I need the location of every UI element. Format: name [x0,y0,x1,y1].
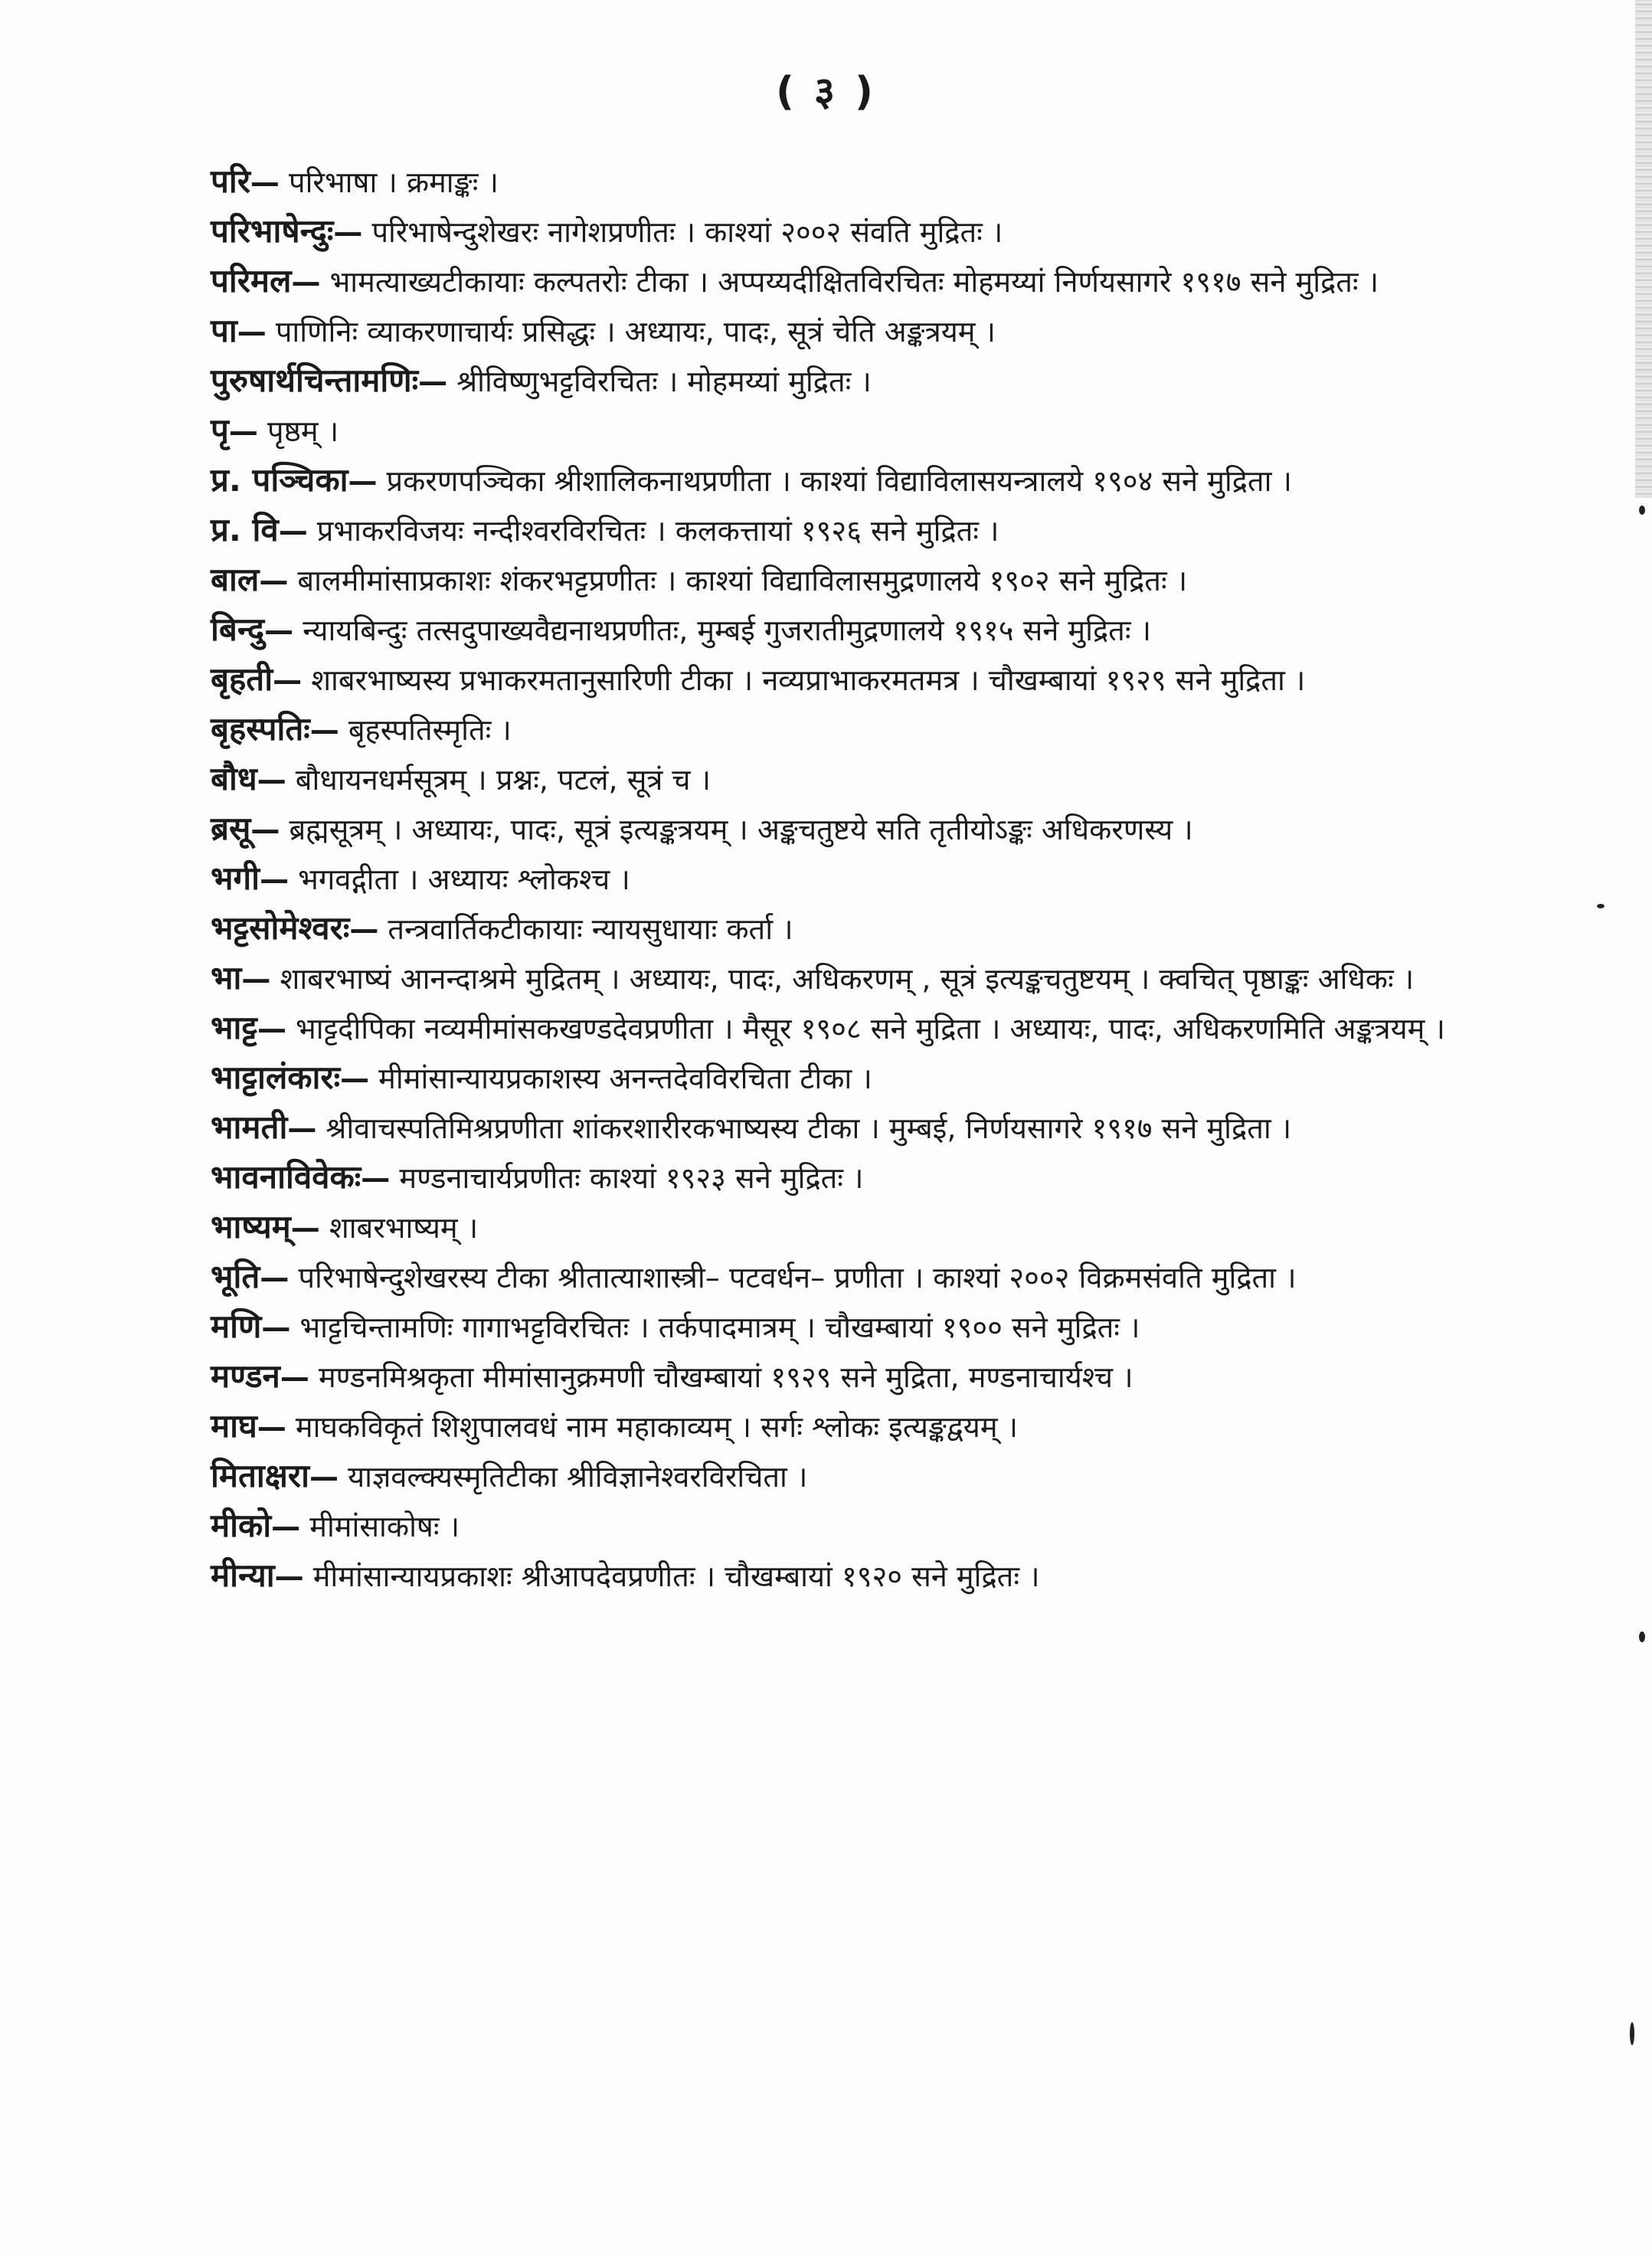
entry-abbreviation: पा [211,312,237,349]
entry-description: मीमांसान्यायप्रकाशः श्रीआपदेवप्रणीतः । चौखम्बायां १९२० सने मुद्रितः । [303,1560,1040,1593]
list-item [115,356,1474,406]
entry-dash: — [257,1012,286,1046]
entry-dash: — [348,464,378,498]
list-item [115,605,1474,655]
abbreviation-list [115,157,1474,1601]
entry-abbreviation: पृ [211,411,229,449]
entry-dash: — [264,614,294,647]
entry-dash: — [340,1062,370,1095]
entry-dash: — [257,1410,286,1444]
list-item [115,257,1474,306]
entry-description: प्रभाकरविजयः नन्दीश्वरविरचितः । कलकत्तायां १९२६ सने मुद्रितः । [307,514,999,548]
entry-description: श्रीविष्णुभट्टविरचितः । मोहमय्यां मुद्रितः । [447,365,872,398]
entry-abbreviation: ब्रसू [211,810,251,847]
scan-speck [1597,904,1605,908]
list-item [115,1551,1474,1601]
entry-abbreviation: माघ [211,1407,257,1445]
entry-abbreviation: बृहती [211,660,273,698]
entry-abbreviation: भाष्यम् [211,1208,291,1245]
entry-dash: — [257,763,286,797]
entry-dash: — [250,813,280,846]
entry-abbreviation: मणि [211,1308,262,1345]
entry-dash: — [273,663,303,697]
entry-dash: — [280,1360,309,1394]
entry-description: परिभाषेन्दुशेखरस्य टीका श्रीतात्याशास्त्री– पटवर्धन– प्रणीता । काश्यां २००२ विक्रमसंवति मुद्रिता । [289,1261,1297,1294]
entry-dash: — [418,365,448,398]
entry-description: पृष्ठम् । [257,414,339,448]
entry-description: भाट्टदीपिका नव्यमीमांसकखण्डदेवप्रणीता । मैसूर १९०८ सने मुद्रिता । अध्यायः, पादः, अधिकरणमिति अङ्कत्रयम् । [286,1012,1445,1046]
entry-abbreviation: भामती [211,1108,288,1146]
list-item [115,157,1474,207]
entry-description: प्रकरणपञ्चिका श्रीशालिकनाथप्रणीता । काश्यां विद्याविलासयन्त्रालये १९०४ सने मुद्रिता । [377,464,1292,498]
list-item [115,1153,1474,1203]
list-item [115,406,1474,456]
list-item [115,1203,1474,1252]
entry-description: परिभाषेन्दुशेखरः नागेशप्रणीतः । काश्यां २००२ संवति मुद्रितः । [362,215,1003,249]
entry-dash: — [271,1510,301,1543]
entry-description: शाबरभाष्यं आनन्दाश्रमे मुद्रितम् । अध्यायः, पादः, अधिकरणम् , सूत्रं इत्यङ्कचतुष्टयम् । क्वचित् पृष्ठाङ्कः अधिकः । [270,962,1415,996]
entry-abbreviation: बृहस्पतिः [211,710,310,748]
entry-dash: — [228,414,258,448]
scan-speck [1630,2022,1634,2045]
entry-abbreviation: पुरुषार्थचिन्तामणिः [211,362,419,399]
entry-dash: — [361,1161,391,1195]
entry-description: बृहस्पतिस्मृतिः । [339,713,512,747]
entry-abbreviation: बौध [211,760,257,797]
entry-description: मीमांसान्यायप्रकाशस्य अनन्तदेवविरचिता टीका । [369,1062,872,1095]
entry-description: शाबरभाष्यस्य प्रभाकरमतानुसारिणी टीका । नव्यप्राभाकरमतमत्र । चौखम्बायां १९२९ सने मुद्रिता । [302,663,1306,697]
list-item [115,506,1474,555]
entry-description: शाबरभाष्यम् । [319,1211,479,1245]
entry-dash: — [260,862,290,896]
entry-description: परिभाषा । क्रमाङ्कः । [279,165,499,199]
entry-abbreviation: भगी [211,859,260,897]
entry-dash: — [274,1560,304,1593]
list-item [115,1352,1474,1402]
entry-abbreviation: भावनाविवेकः [211,1158,361,1196]
entry-dash: — [278,514,308,548]
entry-dash: — [259,564,289,597]
entry-description: ब्रह्मसूत्रम् । अध्यायः, पादः, सूत्रं इत्यङ्कत्रयम् । अङ्कचतुष्टये सति तृतीयोऽङ्कः अधिकरणस्य । [280,813,1193,846]
entry-description: मीमांसाकोषः । [300,1510,460,1543]
entry-abbreviation: मण्डन [211,1357,280,1395]
entry-abbreviation: परि [211,162,250,200]
entry-description: भगवद्गीता । अध्यायः श्लोकश्च । [289,862,630,896]
entry-abbreviation: मीन्या [211,1556,275,1594]
entry-description: मण्डनमिश्रकृता मीमांसानुक्रमणी चौखम्बायां १९२९ सने मुद्रिता, मण्डनाचार्यश्च । [309,1360,1134,1394]
scan-speck [1639,506,1645,515]
entry-abbreviation: परिमल [211,262,292,299]
list-item [115,804,1474,854]
list-item [115,1452,1474,1501]
list-item [115,1003,1474,1053]
entry-dash: — [290,1211,320,1245]
entry-abbreviation: प्र. वि [211,511,279,548]
entry-abbreviation: भट्टसोमेश्वरः [211,909,350,947]
entry-abbreviation: भा [211,959,242,997]
entry-dash: — [261,1311,291,1344]
entry-abbreviation: भाट्ट [211,1009,257,1046]
entry-description: तन्त्रवार्तिकटीकायाः न्यायसुधायाः कर्ता । [378,912,793,946]
entry-abbreviation: प्र. पञ्चिका [211,461,348,499]
list-item [115,705,1474,754]
entry-description: श्रीवाचस्पतिमिश्रप्रणीता शांकरशारीरकभाष्यस्य टीका । मुम्बई, निर्णयसागरे १९१७ सने मुद्रिता । [316,1111,1292,1145]
entry-dash: — [287,1111,317,1145]
list-item [115,904,1474,954]
entry-description: मण्डनाचार्यप्रणीतः काश्यां १९२३ सने मुद्रितः । [390,1161,864,1195]
entry-description: माघकविकृतं शिशुपालवधं नाम महाकाव्यम् । सर्गः श्लोकः इत्यङ्कद्वयम् । [286,1410,1019,1444]
entry-description: भामत्याख्यटीकायाः कल्पतरोः टीका । अप्पय्यदीक्षितविरचितः मोहमय्यां निर्णयसागरे १९१७ सने मुद्रितः । [320,265,1379,299]
entry-dash: — [250,165,280,199]
list-item [115,1501,1474,1551]
entry-description: याज्ञवल्क्यस्मृतिटीका श्रीविज्ञानेश्वरविरचिता । [338,1460,808,1494]
entry-description: पाणिनिः व्याकरणाचार्यः प्रसिद्धः । अध्यायः, पादः, सूत्रं चेति अङ्कत्रयम् । [266,315,996,349]
entry-abbreviation: बाल [211,561,260,598]
entry-description: न्यायबिन्दुः तत्सदुपाख्यवैद्यनाथप्रणीतः, मुम्बई गुजरातीमुद्रणालये १९१५ सने मुद्रितः । [293,614,1151,647]
entry-dash: — [309,713,339,747]
page-number: ( ३ ) [776,69,876,115]
entry-dash: — [237,315,267,349]
list-item [115,655,1474,705]
entry-description: बालमीमांसाप्रकाशः शंकरभट्टप्रणीतः । काश्यां विद्याविलासमुद्रणालये १९०२ सने मुद्रितः । [288,564,1188,597]
list-item [115,854,1474,904]
entry-abbreviation: मीको [211,1507,272,1544]
list-item [115,555,1474,605]
entry-dash: — [309,1460,339,1494]
entry-abbreviation: भूति [211,1258,260,1295]
list-item [115,1302,1474,1352]
entry-abbreviation: परिभाषेन्दुः [211,212,334,250]
list-item [115,1252,1474,1302]
list-item [115,754,1474,804]
entry-dash: — [291,265,321,299]
entry-abbreviation: मिताक्षरा [211,1457,309,1494]
list-item [115,954,1474,1003]
entry-abbreviation: भाट्टालंकारः [211,1059,341,1096]
list-item [115,1402,1474,1452]
list-item [115,207,1474,257]
list-item [115,456,1474,506]
entry-description: भाट्टचिन्तामणिः गागाभट्टविरचितः । तर्कपादमात्रम् । चौखम्बायां १९०० सने मुद्रितः । [290,1311,1140,1344]
entry-description: बौधायनधर्मसूत्रम् । प्रश्नः, पटलं, सूत्रं च । [286,763,712,797]
list-item [115,1103,1474,1153]
entry-dash: — [333,215,363,249]
list-item [115,1053,1474,1103]
list-item [115,306,1474,356]
entry-abbreviation: बिन्दु [211,610,265,648]
scan-speck [1639,1632,1645,1642]
entry-dash: — [260,1261,290,1294]
entry-dash: — [349,912,379,946]
entry-dash: — [241,962,271,996]
